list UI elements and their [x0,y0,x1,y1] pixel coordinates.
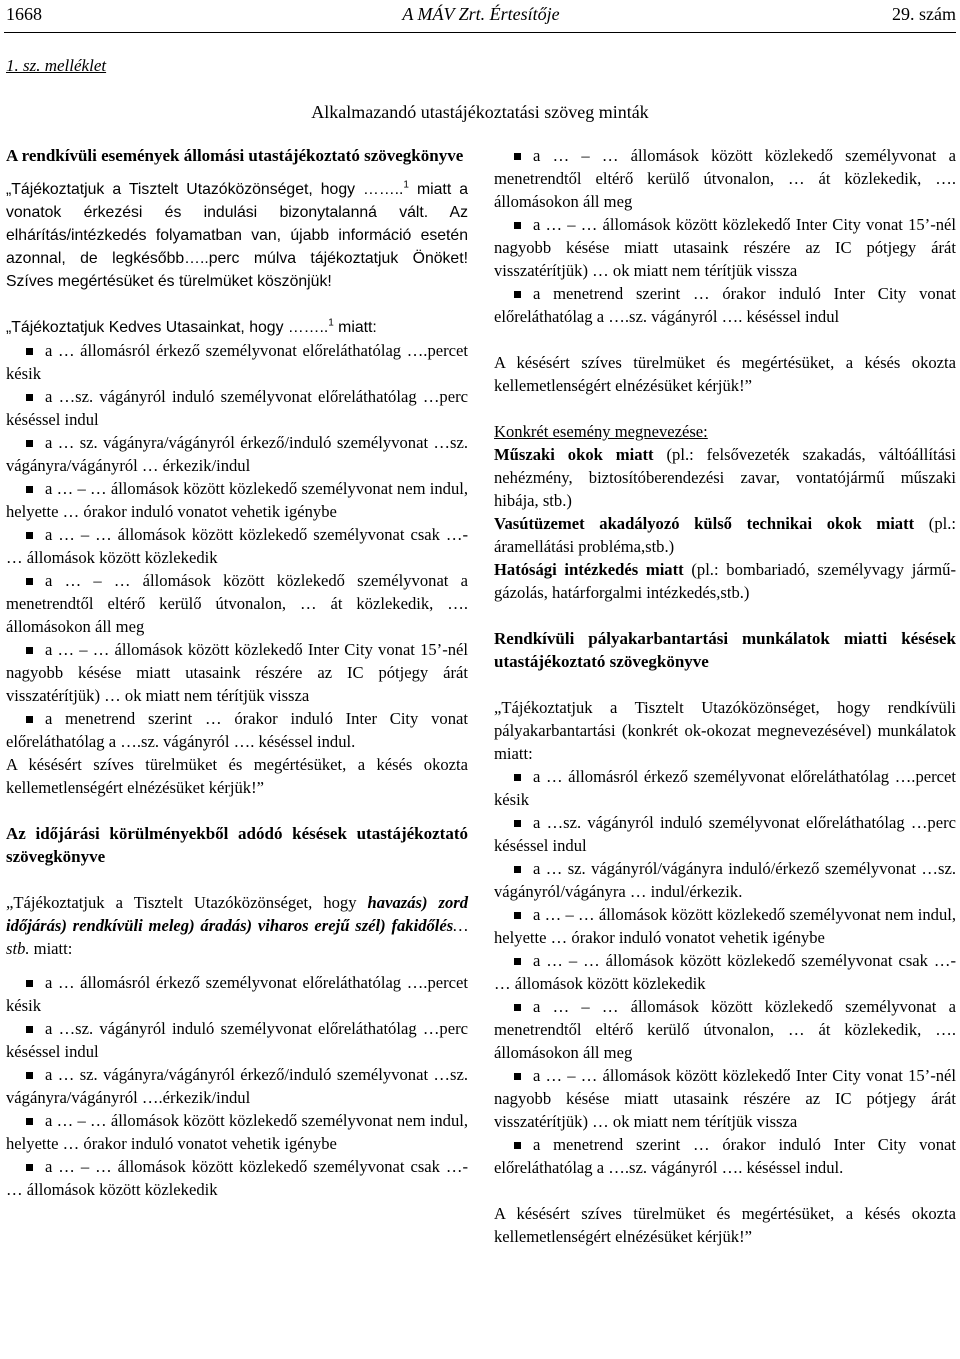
bullet-square-icon [514,1073,521,1080]
s1-list [6,339,468,753]
s3-closing: A késésért szíves türelmüket és megértésüket, a késés okozta kellemetlenségért elnézésüket kérjük!” [494,1204,956,1246]
list-item: a … sz. vágányról/vágányra induló/érkező személyvonat …sz. vágányról/vágányra … indul/érkezik. [494,859,956,901]
list-item: a …sz. vágányról induló személyvonat előreláthatólag …perc késéssel indul [6,387,468,429]
bullet-square-icon [26,1072,33,1079]
bullet-square-icon [514,153,521,160]
left-column [6,144,468,1201]
list-item: a … – … állomások között közlekedő személyvonat nem indul, helyette … órakor induló vonatot vehetik igénybe [494,905,956,947]
issue-number: 29. szám [892,4,956,24]
list-item: a … – … állomások között közlekedő személyvonat csak …- … állomások között közlekedik [494,951,956,993]
bullet-square-icon [514,1142,521,1149]
list-item: a … – … állomások között közlekedő Inter City vonat 15’-nél nagyobb késése miatt utasaink részére az IC pótjegy árát visszatérítjük) … ok miatt nem térítjük vissza [6,640,468,705]
bullet-square-icon [514,291,521,298]
list-item: a … állomásról érkező személyvonat előreláthatólag ….percet késik [6,341,468,383]
bullet-square-icon [26,1164,33,1171]
list-item: a …sz. vágányról induló személyvonat előreláthatólag …perc késéssel indul [494,813,956,855]
bullet-square-icon [26,394,33,401]
bullet-square-icon [514,866,521,873]
section3-title: Rendkívüli pályakarbantartási munkálatok miatti késések utastájékoztató szövegkönyve [494,629,956,671]
bullet-square-icon [26,578,33,585]
bullet-square-icon [514,774,521,781]
list-item: a … sz. vágányra/vágányról érkező/induló személyvonat …sz. vágányra/vágányról … érkezik/indul [6,433,468,475]
page-number: 1668 [6,4,42,24]
list-item: a … – … állomások között közlekedő személyvonat nem indul, helyette … órakor induló vonatot vehetik igénybe [6,479,468,521]
header-rule [4,32,956,33]
s1-closing: A késésért szíves türelmüket és megértésüket, a késés okozta kellemetlenségért elnézésüket kérjük!” [6,755,468,797]
list-item: a menetrend szerint … órakor induló Inter City vonat előreláthatólag a ….sz. vágányról …. késéssel indul. [494,1135,956,1177]
s2-closing: A késésért szíves türelmüket és megértésüket, a késés okozta kellemetlenségért elnézésüket kérjük!” [494,353,956,395]
list-item: a …sz. vágányról induló személyvonat előreláthatólag …perc késéssel indul [6,1019,468,1061]
bullet-square-icon [514,1004,521,1011]
event-3: Hatósági intézkedés miatt (pl.: bombariadó, személyvagy jármű-gázolás, határforgalmi intézkedés,stb.) [494,560,956,602]
list-item: a … – … állomások között közlekedő személyvonat csak …- … állomások között közlekedik [6,1157,468,1199]
page-header [6,4,956,30]
bullet-square-icon [26,1026,33,1033]
list-item: a … – … állomások között közlekedő személyvonat a menetrendtől eltérő kerülő útvonalon, … át közlekedik, …. állomásokon áll meg [494,146,956,211]
bullet-square-icon [26,716,33,723]
bullet-square-icon [26,1118,33,1125]
section2-title: Az időjárási körülményekből adódó késések utastájékoztató szövegkönyve [6,824,468,866]
event-2: Vasútüzemet akadályozó külső technikai okok miatt (pl.: áramellátási probléma,stb.) [494,514,957,556]
list-item: a … állomásról érkező személyvonat előreláthatólag ….percet késik [494,767,956,809]
bullet-square-icon [26,486,33,493]
publication-title: A MÁV Zrt. Értesítője [402,4,560,24]
annex-label: 1. sz. melléklet [6,56,107,75]
list-item: a … – … állomások között közlekedő Inter City vonat 15’-nél nagyobb késése miatt utasaink részére az IC pótjegy árát visszatérítjük) … ok miatt nem térítjük vissza [494,1066,956,1131]
list-item: a … sz. vágányra/vágányról érkező/induló személyvonat …sz. vágányra/vágányról ….érkezik/indul [6,1065,468,1107]
list-item: a … – … állomások között közlekedő személyvonat a menetrendtől eltérő kerülő útvonalon, … át közlekedik, …. állomásokon áll meg [6,571,468,636]
bullet-square-icon [26,647,33,654]
s2-intro: „Tájékoztatjuk a Tisztelt Utazóközönséget, hogy havazás) zord időjárás) rendkívüli meleg) áradás) viharos erejű szél) fakidőlés… stb. miatt: [6,893,468,958]
s3-intro: „Tájékoztatjuk a Tisztelt Utazóközönséget, hogy rendkívüli pályakarbantartási (konkrét ok-okozat megnevezésével) munkálatok miatt: [494,698,956,763]
list-item: a … – … állomások között közlekedő személyvonat csak …- … állomások között közlekedik [6,525,468,567]
event-1: Műszaki okok miatt (pl.: felsővezeték szakadás, váltóállítási nehézmény, biztosítóberendezési zavar, vontatójármű műszaki hibája, stb.) [494,445,956,510]
list-item: a … – … állomások között közlekedő Inter City vonat 15’-nél nagyobb késése miatt utasaink részére az IC pótjegy árát visszatérítjük) … ok miatt nem térítjük vissza [494,215,956,280]
s3-list [494,765,956,1179]
list-item: a menetrend szerint … órakor induló Inter City vonat előreláthatólag a ….sz. vágányról …. késéssel indul. [6,709,468,751]
bullet-square-icon [26,348,33,355]
bullet-square-icon [514,820,521,827]
s1-paragraph-1: „Tájékoztatjuk a Tisztelt Utazóközönséget, hogy ……..$^1$ miatt a vonatok érkezési és indulási bizonytalanná vált. Az elhárítás/intézkedés folyamatban van, újabb információ esetén azonnal, de legkésőbb…..perc múlva tájékoztatjuk Önöket! Szíves megértésüket és türelmüket köszönjük! [6,179,469,290]
bullet-square-icon [514,912,521,919]
main-title: Alkalmazandó utastájékoztatási szöveg minták [311,102,649,122]
list-item: a … – … állomások között közlekedő személyvonat a menetrendtől eltérő kerülő útvonalon, … át közlekedik, …. állomásokon áll meg [494,997,956,1062]
bullet-square-icon [26,980,33,987]
s1-paragraph-2: „Tájékoztatjuk Kedves Utasainkat, hogy ……..$^1$ miatt: [6,317,377,336]
bullet-square-icon [26,532,33,539]
bullet-square-icon [514,958,521,965]
list-item: a … – … állomások között közlekedő személyvonat nem indul, helyette … órakor induló vonatot vehetik igénybe [6,1111,468,1153]
list-item: a menetrend szerint … órakor induló Inter City vonat előreláthatólag a ….sz. vágányról …. késéssel indul [494,284,956,326]
bullet-square-icon [514,222,521,229]
event-label: Konkrét esemény megnevezése: [494,422,708,441]
right-column [494,144,956,1248]
s2-list [6,971,468,1201]
section1-title: A rendkívüli események állomási utastájékoztató szövegkönyve [6,146,464,165]
bullet-square-icon [26,440,33,447]
s2-list-continued [494,144,956,328]
list-item: a … állomásról érkező személyvonat előreláthatólag ….percet késik [6,973,468,1015]
